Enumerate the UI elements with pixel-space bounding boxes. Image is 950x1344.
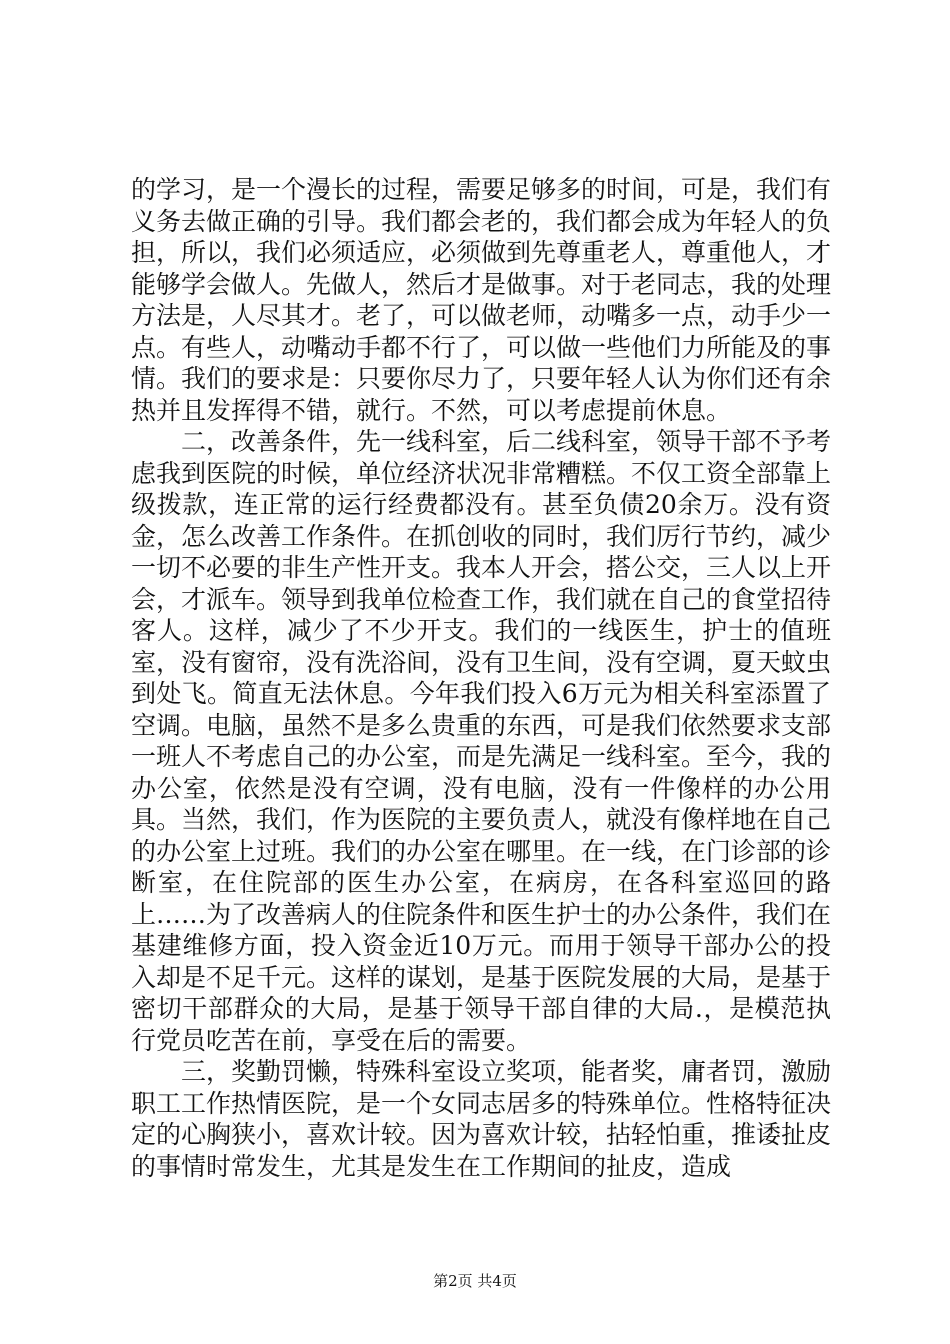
paragraph-2: 二，改善条件，先一线科室，后二线科室，领导干部不予考虑我到医院的时候，单位经济状况非常糟糕。不仅工资全部靠上级拨款，连正常的运行经费都没有。甚至负债20余万。没有资金，怎么改善工作条件。在抓创收的同时，我们厉行节约，减少一切不必要的非生产性开支。我本人开会，搭公交，三人以上开会，才派车。领导到我单位检查工作，我们就在自己的食堂招待客人。这样，减少了不少开支。我们的一线医生，护士的值班室，没有窗帘，没有洗浴间，没有卫生间，没有空调，夏天蚊虫到处飞。简直无法休息。今年我们投入6万元为相关科室添置了空调。电脑，虽然不是多么贵重的东西，可是我们依然要求支部一班人不考虑自己的办公室，而是先满足一线科室。至今，我的办公室，依然是没有空调，没有电脑，没有一件像样的办公用具。当然，我们，作为医院的主要负责人，就没有像样地在自己的办公室上过班。我们的办公室在哪里。在一线，在门诊部的诊断室，在住院部的医生办公室，在病房，在各科室巡回的路上……为了改善病人的住院条件和医生护士的办公条件，我们在基建维修方面，投入资金近10万元。而用于领导干部办公的投入却是不足千元。这样的谋划，是基于医院发展的大局，是基于密切干部群众的大局，是基于领导干部自律的大局.，是模范执行党员吃苦在前，享受在后的需要。	[131, 427, 832, 1055]
page-footer	[0, 1270, 950, 1291]
paragraph-1: 的学习，是一个漫长的过程，需要足够多的时间，可是，我们有义务去做正确的引导。我们都会老的，我们都会成为年轻人的负担，所以，我们必须适应，必须做到先尊重老人，尊重他人，才能够学会做人。先做人，然后才是做事。对于老同志，我的处理方法是，人尽其才。老了，可以做老师，动嘴多一点，动手少一点。有些人，动嘴动手都不行了，可以做一些他们力所能及的事情。我们的要求是：只要你尽力了，只要年轻人认为你们还有余热并且发挥得不错，就行。不然，可以考虑提前休息。	[131, 175, 832, 425]
document-body	[131, 174, 831, 1182]
paragraph-3: 三，奖勤罚懒，特殊科室设立奖项，能者奖，庸者罚，激励职工工作热情医院，是一个女同志居多的特殊单位。性格特征决定的心胸狭小，喜欢计较。因为喜欢计较，拈轻怕重，推诿扯皮的事情时常发生，尤其是发生在工作期间的扯皮，造成	[131, 1057, 832, 1181]
page-number-label: 第2页 共4页	[433, 1272, 517, 1290]
